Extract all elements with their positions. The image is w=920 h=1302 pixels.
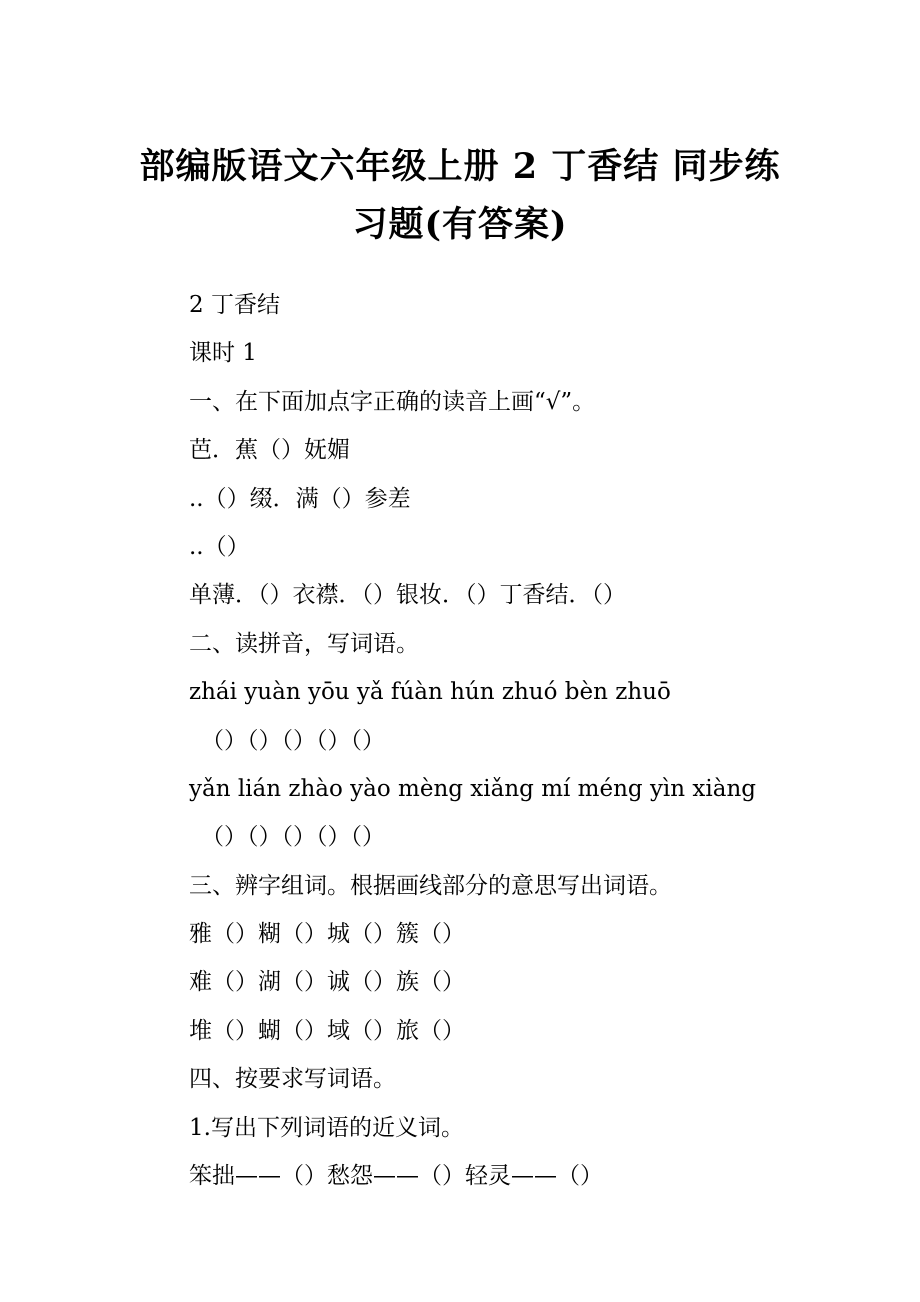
section-1-line-3: ..（） xyxy=(189,533,250,560)
answer-blanks-row-1: （）（）（）（）（） xyxy=(201,727,385,754)
section-1-heading: 一、在下面加点字正确的读音上画“√”。 xyxy=(189,388,596,415)
document-body xyxy=(189,281,889,1200)
lesson-heading: 2 丁香结 xyxy=(189,292,280,318)
title-line-1: 部编版语文六年级上册 2 丁香结 同步练 xyxy=(139,146,781,187)
pinyin-row-1: zhái yuàn yōu yǎ fúàn hún zhuó bèn zhuō xyxy=(189,679,671,706)
word-group-row-3: 堆（）蝴（）域（）旅（） xyxy=(189,1017,465,1044)
answer-blanks-row-2: （）（）（）（）（） xyxy=(201,824,385,851)
document-title xyxy=(0,138,920,254)
section-1-line-2: ..（）缀．满（）参差 xyxy=(189,485,411,512)
word-group-row-1: 雅（）糊（）城（）簇（） xyxy=(189,921,465,948)
section-4-question-1: 1.写出下列词语的近义词。 xyxy=(189,1114,464,1141)
class-period: 课时 1 xyxy=(189,340,257,367)
section-1-line-4: 单薄．（）衣襟．（）银妆．（）丁香结．（） xyxy=(189,582,626,609)
section-4-heading: 四、按要求写词语。 xyxy=(189,1066,396,1093)
pinyin-row-2: yǎn lián zhào yào mèng xiǎng mí méng yìn xiàng xyxy=(189,775,756,802)
word-group-row-2: 难（）湖（）诚（）族（） xyxy=(189,969,465,996)
section-2-heading: 二、读拼音，写词语。 xyxy=(189,630,419,657)
section-1-line-1: 芭．蕉（）妩媚 xyxy=(189,437,350,464)
section-3-heading: 三、辨字组词。根据画线部分的意思写出词语。 xyxy=(189,872,672,899)
synonym-row: 笨拙——（）愁怨——（）轻灵——（） xyxy=(189,1163,603,1190)
title-line-2: 习题(有答案) xyxy=(352,204,568,245)
